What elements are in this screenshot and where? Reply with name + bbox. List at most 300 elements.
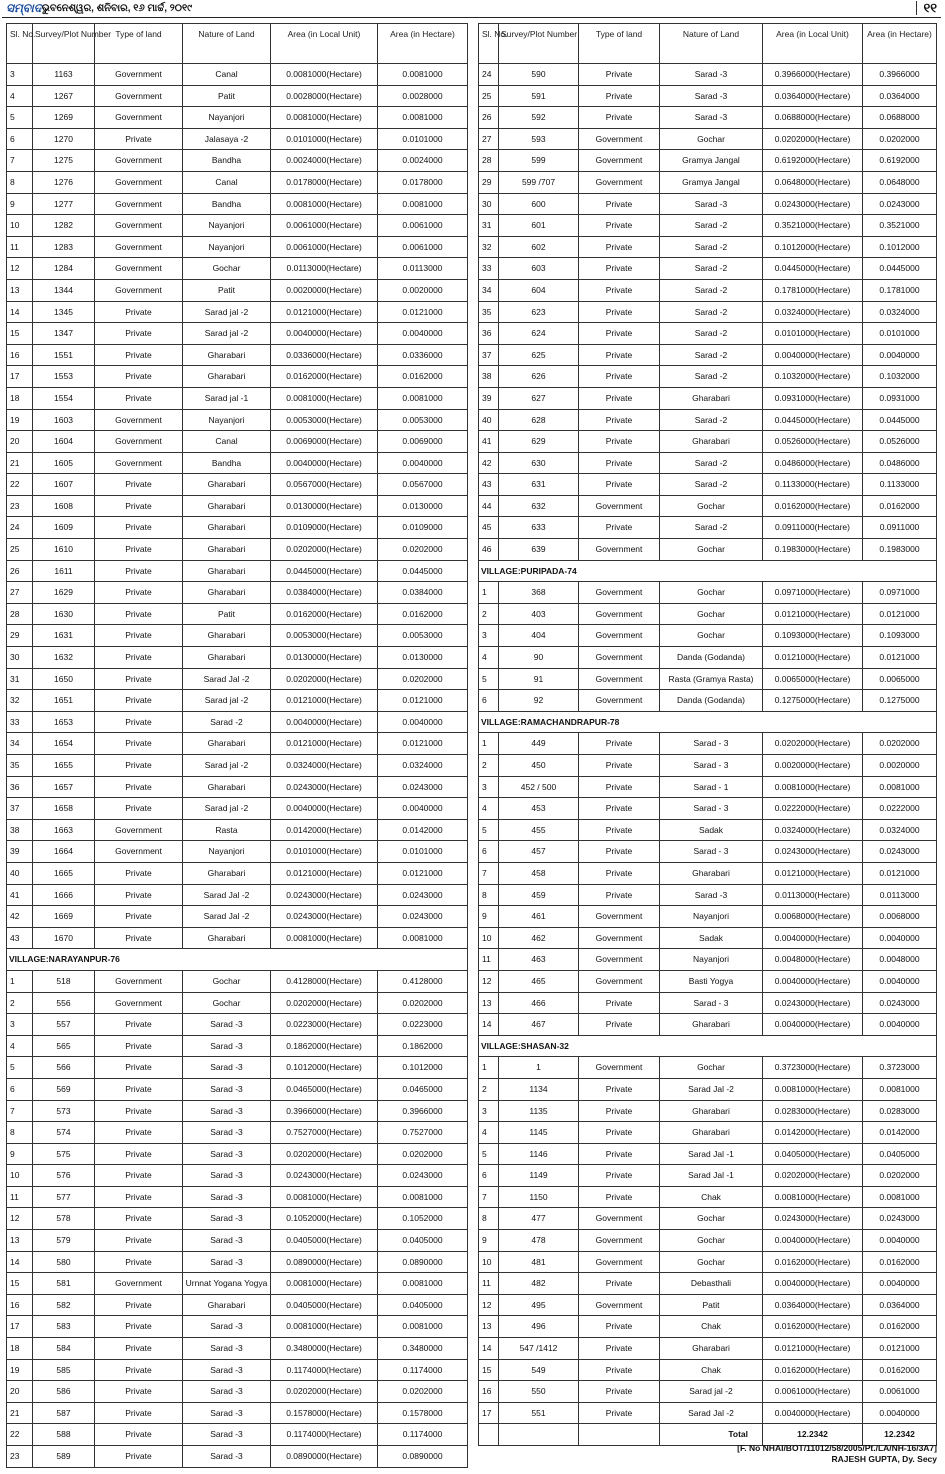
cell-land-type: Private bbox=[95, 128, 183, 150]
cell-land-nature: Sarad -2 bbox=[660, 258, 763, 280]
cell-land-nature: Sarad -2 bbox=[660, 301, 763, 323]
table-row bbox=[7, 387, 468, 409]
cell-area-local: 0.0364000(Hectare) bbox=[763, 85, 863, 107]
table-row bbox=[7, 668, 468, 690]
cell-area-hectare: 0.1983000 bbox=[863, 539, 937, 561]
cell-land-nature: Rasta bbox=[183, 819, 271, 841]
cell-sl: 43 bbox=[479, 474, 499, 496]
table-row bbox=[7, 1122, 468, 1144]
cell-sl: 8 bbox=[479, 1208, 499, 1230]
table-row bbox=[479, 517, 937, 539]
cell-area-hectare: 0.0162000 bbox=[863, 1316, 937, 1338]
cell-land-type: Private bbox=[95, 668, 183, 690]
cell-area-hectare: 0.0324000 bbox=[863, 819, 937, 841]
cell-land-type: Private bbox=[579, 755, 660, 777]
table-row bbox=[7, 409, 468, 431]
signatory: RAJESH GUPTA, Dy. Secy bbox=[831, 1454, 937, 1464]
cell-area-local: 0.0061000(Hectare) bbox=[271, 215, 378, 237]
cell-land-nature: Rasta (Gramya Rasta) bbox=[660, 668, 763, 690]
cell-area-local: 0.0121000(Hectare) bbox=[271, 862, 378, 884]
cell-area-hectare: 0.1052000 bbox=[378, 1208, 468, 1230]
cell-area-hectare: 0.0113000 bbox=[863, 884, 937, 906]
cell-area-local: 0.0445000(Hectare) bbox=[763, 409, 863, 431]
cell-area-hectare: 0.0068000 bbox=[863, 906, 937, 928]
cell-sl: 36 bbox=[7, 776, 33, 798]
cell-sl: 3 bbox=[7, 64, 33, 86]
cell-land-nature: Gharabari bbox=[183, 776, 271, 798]
cell-sl: 20 bbox=[7, 1381, 33, 1403]
cell-area-hectare: 0.0081000 bbox=[378, 387, 468, 409]
cell-area-hectare: 0.0121000 bbox=[863, 603, 937, 625]
cell-land-nature: Sarad Jal -1 bbox=[660, 1143, 763, 1165]
cell-sl: 13 bbox=[479, 1316, 499, 1338]
cell-area-hectare: 0.0162000 bbox=[863, 495, 937, 517]
cell-area-local: 0.0101000(Hectare) bbox=[763, 323, 863, 345]
cell-land-nature: Sarad - 3 bbox=[660, 992, 763, 1014]
table-row bbox=[479, 236, 937, 258]
cell-plot-number: 1610 bbox=[33, 539, 95, 561]
cell-land-type: Government bbox=[579, 150, 660, 172]
table-row bbox=[479, 85, 937, 107]
cell-area-local: 0.1275000(Hectare) bbox=[763, 690, 863, 712]
table-row bbox=[7, 128, 468, 150]
cell-sl: 37 bbox=[7, 798, 33, 820]
cell-land-nature: Gochar bbox=[660, 1057, 763, 1079]
cell-land-type: Government bbox=[579, 603, 660, 625]
cell-sl: 11 bbox=[7, 236, 33, 258]
table-row bbox=[7, 819, 468, 841]
cell-land-type: Private bbox=[579, 344, 660, 366]
cell-sl: 28 bbox=[479, 150, 499, 172]
cell-plot-number: 573 bbox=[33, 1100, 95, 1122]
cell-area-hectare: 0.0142000 bbox=[378, 819, 468, 841]
cell-sl: 13 bbox=[479, 992, 499, 1014]
cell-land-nature: Sarad -3 bbox=[183, 1446, 271, 1468]
table-row bbox=[479, 1273, 937, 1295]
table-row bbox=[479, 539, 937, 561]
table-row bbox=[7, 452, 468, 474]
table-row bbox=[7, 1014, 468, 1036]
header-area-local: Area (in Local Unit) bbox=[271, 24, 378, 64]
cell-plot-number: 629 bbox=[499, 431, 579, 453]
cell-area-local: 0.0121000(Hectare) bbox=[763, 862, 863, 884]
cell-land-type: Private bbox=[95, 1078, 183, 1100]
cell-sl: 44 bbox=[479, 495, 499, 517]
cell-sl: 15 bbox=[7, 1273, 33, 1295]
cell-land-nature: Sarad -3 bbox=[183, 1100, 271, 1122]
cell-land-nature: Gochar bbox=[183, 992, 271, 1014]
cell-area-local: 0.0931000(Hectare) bbox=[763, 387, 863, 409]
table-row bbox=[7, 279, 468, 301]
cell-sl: 6 bbox=[479, 841, 499, 863]
cell-sl: 10 bbox=[7, 1165, 33, 1187]
cell-area-local: 0.0364000(Hectare) bbox=[763, 1294, 863, 1316]
cell-sl: 12 bbox=[479, 970, 499, 992]
cell-area-local: 0.0040000(Hectare) bbox=[271, 711, 378, 733]
cell-plot-number: 1653 bbox=[33, 711, 95, 733]
cell-area-hectare: 0.0040000 bbox=[863, 344, 937, 366]
cell-area-local: 0.0113000(Hectare) bbox=[763, 884, 863, 906]
cell-area-hectare: 0.0911000 bbox=[863, 517, 937, 539]
village-heading: VILLAGE:RAMACHANDRAPUR-78 bbox=[479, 711, 660, 733]
cell-land-type: Private bbox=[579, 258, 660, 280]
cell-area-hectare: 0.0040000 bbox=[378, 798, 468, 820]
cell-sl: 25 bbox=[7, 539, 33, 561]
cell-plot-number: 1269 bbox=[33, 107, 95, 129]
cell-land-nature: Danda (Godanda) bbox=[660, 690, 763, 712]
cell-land-type: Private bbox=[95, 1338, 183, 1360]
cell-plot-number: 586 bbox=[33, 1381, 95, 1403]
cell-sl: 42 bbox=[479, 452, 499, 474]
table-row bbox=[7, 1251, 468, 1273]
cell-area-local: 0.0040000(Hectare) bbox=[763, 1230, 863, 1252]
cell-area-local: 0.0324000(Hectare) bbox=[271, 755, 378, 777]
cell-land-nature: Sarad Jal -2 bbox=[183, 884, 271, 906]
cell-plot-number: 1267 bbox=[33, 85, 95, 107]
cell-area-local: 0.0121000(Hectare) bbox=[271, 301, 378, 323]
table-row bbox=[479, 1381, 937, 1403]
cell-land-nature: Gharabari bbox=[183, 625, 271, 647]
cell-sl: 46 bbox=[479, 539, 499, 561]
cell-sl: 15 bbox=[7, 323, 33, 345]
table-row bbox=[7, 193, 468, 215]
header-type: Type of land bbox=[95, 24, 183, 64]
cell-land-nature: Gharabari bbox=[183, 344, 271, 366]
cell-land-nature: Sarad jal -2 bbox=[183, 755, 271, 777]
cell-area-hectare: 0.0101000 bbox=[378, 841, 468, 863]
cell-sl: 1 bbox=[479, 1057, 499, 1079]
cell-land-nature: Patit bbox=[183, 85, 271, 107]
cell-plot-number: 466 bbox=[499, 992, 579, 1014]
cell-area-local: 0.0121000(Hectare) bbox=[271, 690, 378, 712]
cell-area-local: 0.0384000(Hectare) bbox=[271, 582, 378, 604]
cell-land-nature: Gharabari bbox=[183, 560, 271, 582]
cell-land-type: Private bbox=[95, 387, 183, 409]
cell-land-type: Private bbox=[579, 884, 660, 906]
cell-land-type: Private bbox=[95, 323, 183, 345]
table-row bbox=[479, 819, 937, 841]
table-row bbox=[7, 1273, 468, 1295]
cell-land-nature: Gharabari bbox=[183, 517, 271, 539]
cell-sl: 34 bbox=[479, 279, 499, 301]
table-row bbox=[7, 1402, 468, 1424]
cell-area-local: 0.3480000(Hectare) bbox=[271, 1338, 378, 1360]
cell-plot-number: 588 bbox=[33, 1424, 95, 1446]
cell-sl: 4 bbox=[7, 1035, 33, 1057]
cell-plot-number: 478 bbox=[499, 1230, 579, 1252]
header-nature: Nature of Land bbox=[660, 24, 763, 64]
cell-area-hectare: 0.0162000 bbox=[863, 1359, 937, 1381]
cell-land-nature: Sarad jal -2 bbox=[183, 323, 271, 345]
cell-land-nature: Chak bbox=[660, 1316, 763, 1338]
table-row bbox=[479, 1014, 937, 1036]
cell-land-type: Private bbox=[579, 452, 660, 474]
cell-plot-number: 569 bbox=[33, 1078, 95, 1100]
cell-land-nature: Danda (Godanda) bbox=[660, 647, 763, 669]
table-row bbox=[479, 582, 937, 604]
cell-sl: 9 bbox=[479, 1230, 499, 1252]
cell-land-type: Private bbox=[95, 1035, 183, 1057]
cell-land-nature: Canal bbox=[183, 171, 271, 193]
cell-land-type: Government bbox=[579, 539, 660, 561]
cell-land-type: Private bbox=[579, 1381, 660, 1403]
table-row bbox=[479, 1078, 937, 1100]
village-heading: VILLAGE:NARAYANPUR-76 bbox=[7, 949, 183, 971]
table-row bbox=[7, 1424, 468, 1446]
table-row bbox=[479, 668, 937, 690]
cell-land-type: Private bbox=[579, 862, 660, 884]
cell-land-nature: Gharabari bbox=[660, 862, 763, 884]
cell-plot-number: 565 bbox=[33, 1035, 95, 1057]
table-row bbox=[7, 1316, 468, 1338]
cell-area-local: 0.1012000(Hectare) bbox=[763, 236, 863, 258]
cell-land-nature: Sarad -2 bbox=[660, 279, 763, 301]
cell-sl: 27 bbox=[7, 582, 33, 604]
cell-area-local: 0.0121000(Hectare) bbox=[763, 1338, 863, 1360]
cell-sl: 45 bbox=[479, 517, 499, 539]
cell-sl: 13 bbox=[7, 1230, 33, 1252]
cell-area-hectare: 0.1093000 bbox=[863, 625, 937, 647]
cell-plot-number: 547 /1412 bbox=[499, 1338, 579, 1360]
cell-land-nature: Nayanjori bbox=[660, 949, 763, 971]
cell-area-local: 0.1174000(Hectare) bbox=[271, 1359, 378, 1381]
cell-plot-number: 1651 bbox=[33, 690, 95, 712]
cell-area-local: 0.0053000(Hectare) bbox=[271, 625, 378, 647]
cell-land-type: Government bbox=[95, 970, 183, 992]
cell-area-local: 0.0465000(Hectare) bbox=[271, 1078, 378, 1100]
cell-sl: 23 bbox=[7, 1446, 33, 1468]
cell-plot-number: 1630 bbox=[33, 603, 95, 625]
cell-sl: 18 bbox=[7, 387, 33, 409]
header-nature: Nature of Land bbox=[183, 24, 271, 64]
cell-plot-number: 1664 bbox=[33, 841, 95, 863]
cell-area-hectare: 0.0384000 bbox=[378, 582, 468, 604]
cell-area-local: 0.0068000(Hectare) bbox=[763, 906, 863, 928]
cell-area-hectare: 0.0130000 bbox=[378, 495, 468, 517]
cell-plot-number: 592 bbox=[499, 107, 579, 129]
cell-land-type: Government bbox=[579, 1230, 660, 1252]
cell-area-hectare: 0.0243000 bbox=[863, 841, 937, 863]
cell-sl: 12 bbox=[479, 1294, 499, 1316]
cell-sl: 27 bbox=[479, 128, 499, 150]
table-row bbox=[7, 690, 468, 712]
cell-land-nature: Bandha bbox=[183, 452, 271, 474]
table-row bbox=[479, 366, 937, 388]
cell-area-hectare: 0.1012000 bbox=[378, 1057, 468, 1079]
cell-plot-number: 1632 bbox=[33, 647, 95, 669]
table-row bbox=[7, 258, 468, 280]
cell-area-hectare: 0.0445000 bbox=[863, 258, 937, 280]
cell-sl: 10 bbox=[7, 215, 33, 237]
cell-land-type: Private bbox=[95, 1100, 183, 1122]
cell-land-type: Private bbox=[579, 776, 660, 798]
cell-area-local: 0.0065000(Hectare) bbox=[763, 668, 863, 690]
cell-sl: 1 bbox=[479, 733, 499, 755]
cell-area-hectare: 0.1275000 bbox=[863, 690, 937, 712]
cell-sl: 6 bbox=[7, 1078, 33, 1100]
cell-area-local: 0.0445000(Hectare) bbox=[763, 258, 863, 280]
cell-sl: 30 bbox=[7, 647, 33, 669]
cell-land-type: Private bbox=[579, 1165, 660, 1187]
cell-plot-number: 1665 bbox=[33, 862, 95, 884]
cell-plot-number: 1284 bbox=[33, 258, 95, 280]
cell-area-hectare: 0.0526000 bbox=[863, 431, 937, 453]
village-heading-row bbox=[479, 560, 937, 582]
cell-area-hectare: 0.3480000 bbox=[378, 1338, 468, 1360]
cell-sl: 31 bbox=[479, 215, 499, 237]
cell-land-nature: Sarad -2 bbox=[660, 452, 763, 474]
cell-area-local: 0.0101000(Hectare) bbox=[271, 128, 378, 150]
cell-sl: 35 bbox=[7, 755, 33, 777]
cell-plot-number: 1276 bbox=[33, 171, 95, 193]
table-row bbox=[7, 323, 468, 345]
cell-land-type: Private bbox=[579, 323, 660, 345]
cell-land-type: Government bbox=[95, 279, 183, 301]
cell-sl: 14 bbox=[479, 1014, 499, 1036]
cell-plot-number: 463 bbox=[499, 949, 579, 971]
cell-land-type: Private bbox=[579, 409, 660, 431]
cell-area-hectare: 0.0364000 bbox=[863, 85, 937, 107]
cell-plot-number: 585 bbox=[33, 1359, 95, 1381]
cell-area-hectare: 0.0202000 bbox=[378, 539, 468, 561]
cell-sl: 35 bbox=[479, 301, 499, 323]
cell-area-local: 0.0109000(Hectare) bbox=[271, 517, 378, 539]
cell-plot-number: 1150 bbox=[499, 1186, 579, 1208]
cell-land-type: Private bbox=[579, 1402, 660, 1424]
cell-area-local: 0.0081000(Hectare) bbox=[763, 1078, 863, 1100]
cell-area-hectare: 0.0081000 bbox=[378, 1186, 468, 1208]
cell-area-hectare: 0.0364000 bbox=[863, 1294, 937, 1316]
cell-plot-number: 551 bbox=[499, 1402, 579, 1424]
cell-plot-number: 630 bbox=[499, 452, 579, 474]
cell-plot-number: 1669 bbox=[33, 906, 95, 928]
cell-land-type: Government bbox=[579, 1208, 660, 1230]
dateline: ଭୁବନେଶ୍ୱର, ଶନିବାର, ୧୬ ମାର୍ଚ୍ଚ, ୨୦୧୯ bbox=[42, 3, 193, 14]
cell-land-type: Private bbox=[95, 474, 183, 496]
header-area-hectare: Area (in Hectare) bbox=[378, 24, 468, 64]
cell-area-local: 0.0243000(Hectare) bbox=[763, 841, 863, 863]
cell-land-nature: Sarad -2 bbox=[660, 344, 763, 366]
table-row bbox=[479, 1208, 937, 1230]
cell-land-nature: Sarad -3 bbox=[183, 1381, 271, 1403]
cell-plot-number: 566 bbox=[33, 1057, 95, 1079]
cell-area-local: 0.7527000(Hectare) bbox=[271, 1122, 378, 1144]
cell-land-nature: Sarad Jal -2 bbox=[660, 1402, 763, 1424]
cell-land-type: Private bbox=[579, 517, 660, 539]
cell-area-local: 0.1012000(Hectare) bbox=[271, 1057, 378, 1079]
cell-sl: 5 bbox=[479, 1143, 499, 1165]
cell-sl: 3 bbox=[7, 1014, 33, 1036]
table-row bbox=[479, 1251, 937, 1273]
cell-area-local: 0.0202000(Hectare) bbox=[271, 992, 378, 1014]
cell-plot-number: 1609 bbox=[33, 517, 95, 539]
table-row bbox=[7, 906, 468, 928]
cell-area-local: 0.0648000(Hectare) bbox=[763, 171, 863, 193]
cell-area-local: 0.0121000(Hectare) bbox=[763, 603, 863, 625]
cell-area-local: 0.0202000(Hectare) bbox=[763, 733, 863, 755]
cell-plot-number: 1553 bbox=[33, 366, 95, 388]
cell-land-type: Private bbox=[95, 1230, 183, 1252]
cell-area-local: 0.0101000(Hectare) bbox=[271, 841, 378, 863]
table-row bbox=[7, 582, 468, 604]
cell-area-hectare: 0.0405000 bbox=[863, 1143, 937, 1165]
cell-sl: 10 bbox=[479, 1251, 499, 1273]
cell-sl: 3 bbox=[479, 625, 499, 647]
cell-land-type: Private bbox=[579, 1143, 660, 1165]
cell-sl: 38 bbox=[479, 366, 499, 388]
cell-area-local: 0.0142000(Hectare) bbox=[763, 1122, 863, 1144]
cell-plot-number: 603 bbox=[499, 258, 579, 280]
header-sl: Sl. No. bbox=[7, 24, 33, 64]
table-row bbox=[7, 1100, 468, 1122]
cell-plot-number: 455 bbox=[499, 819, 579, 841]
page-number: ୧୧ bbox=[923, 0, 937, 15]
cell-area-local: 0.0567000(Hectare) bbox=[271, 474, 378, 496]
cell-plot-number: 639 bbox=[499, 539, 579, 561]
cell-sl: 21 bbox=[7, 1402, 33, 1424]
cell-land-type: Private bbox=[579, 387, 660, 409]
cell-plot-number: 1663 bbox=[33, 819, 95, 841]
cell-plot-number: 465 bbox=[499, 970, 579, 992]
cell-sl: 18 bbox=[7, 1338, 33, 1360]
cell-sl: 5 bbox=[479, 668, 499, 690]
cell-area-local: 0.0405000(Hectare) bbox=[763, 1143, 863, 1165]
cell-area-local: 0.1093000(Hectare) bbox=[763, 625, 863, 647]
header-type: Type of land bbox=[579, 24, 660, 64]
cell-area-local: 0.0688000(Hectare) bbox=[763, 107, 863, 129]
cell-sl: 9 bbox=[7, 1143, 33, 1165]
cell-sl: 7 bbox=[479, 1186, 499, 1208]
cell-land-nature: Sarad -3 bbox=[183, 1424, 271, 1446]
cell-plot-number: 1608 bbox=[33, 495, 95, 517]
cell-sl: 16 bbox=[7, 344, 33, 366]
cell-land-type: Government bbox=[579, 128, 660, 150]
cell-sl: 4 bbox=[479, 1122, 499, 1144]
table-row bbox=[7, 1057, 468, 1079]
cell-plot-number: 578 bbox=[33, 1208, 95, 1230]
cell-plot-number: 580 bbox=[33, 1251, 95, 1273]
cell-plot-number: 90 bbox=[499, 647, 579, 669]
land-table-right bbox=[478, 23, 937, 1446]
cell-area-local: 0.0020000(Hectare) bbox=[763, 755, 863, 777]
cell-sl: 33 bbox=[7, 711, 33, 733]
cell-plot-number: 1277 bbox=[33, 193, 95, 215]
header-survey: Survey/Plot Number bbox=[499, 24, 579, 64]
cell-area-hectare: 0.0121000 bbox=[863, 862, 937, 884]
cell-sl: 4 bbox=[479, 647, 499, 669]
cell-land-type: Private bbox=[95, 1122, 183, 1144]
cell-area-local: 0.0162000(Hectare) bbox=[271, 603, 378, 625]
cell-sl: 6 bbox=[7, 128, 33, 150]
cell-land-nature: Sarad -3 bbox=[183, 1057, 271, 1079]
cell-land-type: Private bbox=[95, 1316, 183, 1338]
total-label: Total bbox=[660, 1424, 763, 1446]
table-row bbox=[479, 1143, 937, 1165]
cell-land-type: Government bbox=[579, 1251, 660, 1273]
cell-land-nature: Sarad - 3 bbox=[660, 733, 763, 755]
cell-area-local: 0.0040000(Hectare) bbox=[271, 452, 378, 474]
cell-land-type: Private bbox=[95, 1251, 183, 1273]
cell-land-nature: Gharabari bbox=[183, 1294, 271, 1316]
table-row bbox=[479, 1165, 937, 1187]
table-row bbox=[7, 1294, 468, 1316]
cell-area-local: 0.0020000(Hectare) bbox=[271, 279, 378, 301]
cell-area-local: 0.0243000(Hectare) bbox=[763, 193, 863, 215]
cell-area-local: 0.0243000(Hectare) bbox=[271, 776, 378, 798]
cell-sl: 37 bbox=[479, 344, 499, 366]
cell-land-nature: Gochar bbox=[660, 1230, 763, 1252]
cell-land-type: Private bbox=[95, 1446, 183, 1468]
